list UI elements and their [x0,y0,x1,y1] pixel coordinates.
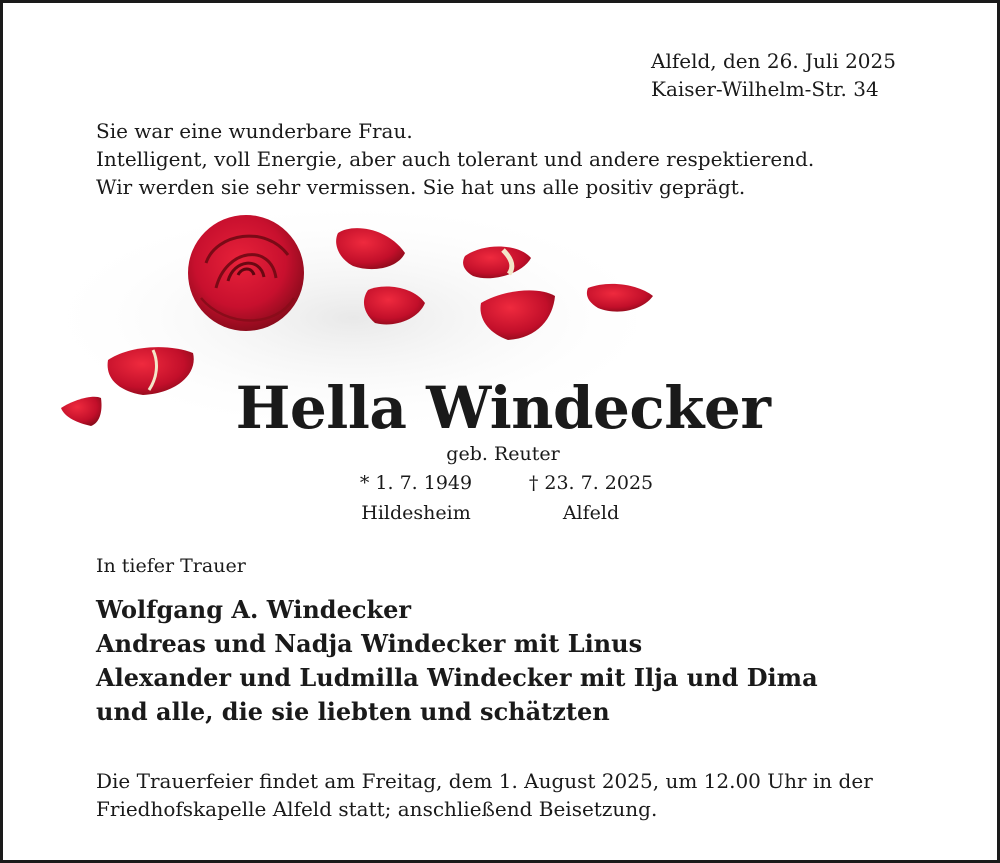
header-block [651,47,896,103]
family-line: Andreas und Nadja Windecker mit Linus [96,629,643,658]
address: Kaiser-Wilhelm-Str. 34 [651,77,879,101]
funeral-line: Die Trauerfeier findet am Freitag, dem 1. August 2025, um 12.00 Uhr in der [96,769,873,793]
rose-icon [188,215,304,331]
deceased-name: Hella Windecker [235,374,771,442]
birth-date: * 1. 7. 1949 [359,472,473,494]
family-line: und alle, die sie liebten und schätzten [96,697,610,726]
funeral-notice [96,767,873,823]
intro-line: Intelligent, voll Energie, aber auch tolerant und andere respektierend. [96,147,815,171]
family-list [96,593,818,729]
death-date: † 23. 7. 2025 [528,472,654,494]
mourning-label: In tiefer Trauer [96,555,246,577]
birth-place: Hildesheim [361,502,471,524]
intro-line: Wir werden sie sehr vermissen. Sie hat uns alle positiv geprägt. [96,175,746,199]
family-line: Wolfgang A. Windecker [96,595,411,624]
maiden-name: geb. Reuter [446,443,560,465]
intro-line: Sie war eine wunderbare Frau. [96,119,413,143]
intro-text [96,117,814,201]
funeral-line: Friedhofskapelle Alfeld statt; anschließend Beisetzung. [96,797,658,821]
death-place: Alfeld [562,502,620,524]
family-line: Alexander und Ludmilla Windecker mit Ilja und Dima [96,663,818,692]
place-date: Alfeld, den 26. Juli 2025 [651,49,896,73]
